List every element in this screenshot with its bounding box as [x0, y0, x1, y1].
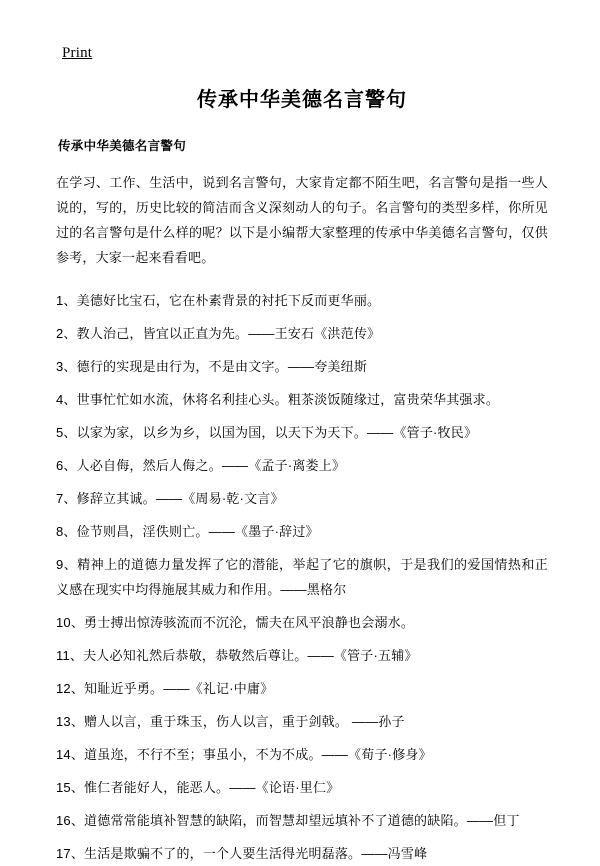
list-item: 16、道德常常能填补智慧的缺陷，而智慧却望远填补不了道德的缺陷。——但丁: [56, 813, 520, 828]
list-item: 4、世事忙忙如水流，休将名利挂心头。粗茶淡饭随缘过，富贵荣华其强求。: [56, 392, 500, 407]
list-item: 7、修辞立其诚。——《周易·乾·文言》: [56, 491, 284, 506]
list-item: 13、赠人以言，重于珠玉，伤人以言，重于剑戟。 ——孙子: [56, 714, 405, 729]
list-item: 8、俭节则昌，淫佚则亡。——《墨子·辞过》: [56, 524, 319, 539]
page-title: 传承中华美德名言警句: [197, 89, 407, 111]
list-item: 14、道虽迩，不行不至；事虽小，不为不成。——《荀子·修身》: [56, 747, 432, 762]
list-item: 11、夫人必知礼然后恭敬，恭敬然后尊让。——《管子·五辅》: [56, 648, 418, 663]
document-subtitle: 传承中华美德名言警句: [58, 139, 187, 153]
list-item: 5、以家为家，以乡为乡，以国为国，以天下为天下。——《管子·牧民》: [56, 425, 478, 440]
list-item: 6、人必自侮，然后人侮之。——《孟子·离娄上》: [56, 458, 346, 473]
list-item: 10、勇士搏出惊涛骇流而不沉沦，懦夫在风平浪静也会溺水。: [56, 615, 415, 630]
list-item: 17、生活是欺骗不了的，一个人要生活得光明磊落。——冯雪峰: [56, 846, 428, 861]
print-button[interactable]: Print: [62, 45, 93, 61]
list-item: 15、惟仁者能好人，能恶人。——《论语·里仁》: [56, 780, 340, 795]
list-item: 2、教人治己，皆宜以正直为先。——王安石《洪范传》: [56, 326, 381, 341]
list-item: 12、知耻近乎勇。——《礼记·中庸》: [56, 681, 274, 696]
intro-paragraph: 在学习、工作、生活中，说到名言警句，大家肯定都不陌生吧，名言警句是指一些人说的，写的，历史比较的简洁而含义深刻动人的句子。名言警句的类型多样，你所见过的名言警句是什么样的呢？以下是小编帮大家整理的传承中华美德名言警句，仅供参考，大家一起来看看吧。: [56, 175, 548, 265]
list-item: 1、美德好比宝石，它在朴素背景的衬托下反而更华丽。: [56, 293, 381, 308]
list-item: 3、德行的实现是由行为，不是由文字。——夸美纽斯: [56, 359, 368, 374]
quote-list: [56, 288, 548, 866]
list-item: 9、精神上的道德力量发挥了它的潜能，举起了它的旗帜，于是我们的爱国情热和正义感在现实中均得施展其威力和作用。——黑格尔: [56, 557, 548, 597]
